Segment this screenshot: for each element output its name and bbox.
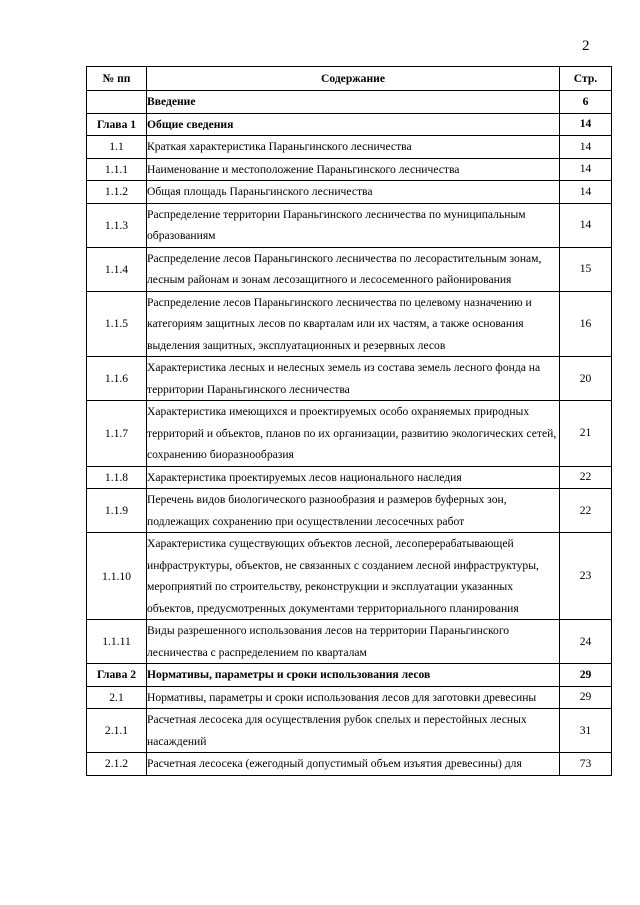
- table-row: [87, 533, 612, 620]
- table-row: [87, 91, 612, 114]
- table-row: [87, 489, 612, 533]
- row-number: 1.1.1: [87, 158, 147, 181]
- table-row: [87, 136, 612, 159]
- row-title: Краткая характеристика Параньгинского лесничества: [147, 136, 560, 159]
- row-title: Распределение территории Параньгинского лесничества по муниципальным образованиям: [147, 203, 560, 247]
- row-page: 29: [560, 686, 612, 709]
- row-title: Перечень видов биологического разнообразия и размеров буферных зон, подлежащих сохранению при осуществлении лесосечных работ: [147, 489, 560, 533]
- page-number: 2: [582, 38, 590, 54]
- row-number: 2.1.2: [87, 753, 147, 776]
- row-page: 21: [560, 401, 612, 467]
- row-page: 22: [560, 489, 612, 533]
- header-content: Содержание: [147, 67, 560, 91]
- row-page: 31: [560, 709, 612, 753]
- table-row: [87, 664, 612, 687]
- table-row: [87, 466, 612, 489]
- row-title: Наименование и местоположение Параньгинского лесничества: [147, 158, 560, 181]
- row-number: 1.1: [87, 136, 147, 159]
- table-row: [87, 247, 612, 291]
- row-number: 1.1.6: [87, 357, 147, 401]
- row-title: Распределение лесов Параньгинского лесничества по целевому назначению и категориям защитных лесов по кварталам или их частям, а также основания выделения защитных, эксплуатационных и резервных лесов: [147, 291, 560, 357]
- row-page: 73: [560, 753, 612, 776]
- table-row: [87, 113, 612, 136]
- row-title: Расчетная лесосека (ежегодный допустимый объем изъятия древесины) для: [147, 753, 560, 776]
- row-title: Характеристика существующих объектов лесной, лесоперерабатывающей инфраструктуры, объектов, не связанных с созданием лесной инфраструктуры, мероприятий по строительству, реконструкции и эксплуатации указанных объектов, предусмотренных документами территориального планирования: [147, 533, 560, 620]
- row-number: 1.1.7: [87, 401, 147, 467]
- row-number: [87, 91, 147, 114]
- header-page: Стр.: [560, 67, 612, 91]
- row-page: 14: [560, 203, 612, 247]
- row-number: 1.1.9: [87, 489, 147, 533]
- table-row: [87, 203, 612, 247]
- row-number: 1.1.4: [87, 247, 147, 291]
- table-row: [87, 709, 612, 753]
- row-page: 29: [560, 664, 612, 687]
- row-number: 1.1.11: [87, 620, 147, 664]
- row-page: 16: [560, 291, 612, 357]
- row-title: Виды разрешенного использования лесов на территории Параньгинского лесничества с распределением по кварталам: [147, 620, 560, 664]
- row-page: 20: [560, 357, 612, 401]
- row-number: 1.1.2: [87, 181, 147, 204]
- row-title: Нормативы, параметры и сроки использования лесов для заготовки древесины: [147, 686, 560, 709]
- row-number: Глава 1: [87, 113, 147, 136]
- toc-body: [87, 91, 612, 776]
- table-row: [87, 181, 612, 204]
- row-number: 2.1: [87, 686, 147, 709]
- table-row: [87, 401, 612, 467]
- header-row: [87, 67, 612, 91]
- row-number: Глава 2: [87, 664, 147, 687]
- row-title: Введение: [147, 91, 560, 114]
- header-number: № пп: [87, 67, 147, 91]
- row-number: 1.1.3: [87, 203, 147, 247]
- table-of-contents: [86, 66, 612, 776]
- row-page: 6: [560, 91, 612, 114]
- row-title: Нормативы, параметры и сроки использования лесов: [147, 664, 560, 687]
- row-page: 14: [560, 181, 612, 204]
- table-row: [87, 686, 612, 709]
- row-number: 2.1.1: [87, 709, 147, 753]
- row-page: 22: [560, 466, 612, 489]
- row-number: 1.1.8: [87, 466, 147, 489]
- table-row: [87, 620, 612, 664]
- row-page: 14: [560, 136, 612, 159]
- table-row: [87, 753, 612, 776]
- row-title: Характеристика лесных и нелесных земель из состава земель лесного фонда на территории Параньгинского лесничества: [147, 357, 560, 401]
- table-row: [87, 158, 612, 181]
- row-title: Характеристика проектируемых лесов национального наследия: [147, 466, 560, 489]
- row-page: 24: [560, 620, 612, 664]
- table-row: [87, 357, 612, 401]
- row-title: Общие сведения: [147, 113, 560, 136]
- row-title: Общая площадь Параньгинского лесничества: [147, 181, 560, 204]
- row-page: 23: [560, 533, 612, 620]
- row-page: 15: [560, 247, 612, 291]
- row-page: 14: [560, 158, 612, 181]
- row-number: 1.1.10: [87, 533, 147, 620]
- row-number: 1.1.5: [87, 291, 147, 357]
- row-title: Распределение лесов Параньгинского лесничества по лесорастительным зонам, лесным районам и зонам лесозащитного и лесосеменного районирования: [147, 247, 560, 291]
- row-title: Характеристика имеющихся и проектируемых особо охраняемых природных территорий и объектов, планов по их организации, развитию экологических сетей, сохранению биоразнообразия: [147, 401, 560, 467]
- row-page: 14: [560, 113, 612, 136]
- table-row: [87, 291, 612, 357]
- row-title: Расчетная лесосека для осуществления рубок спелых и перестойных лесных насаждений: [147, 709, 560, 753]
